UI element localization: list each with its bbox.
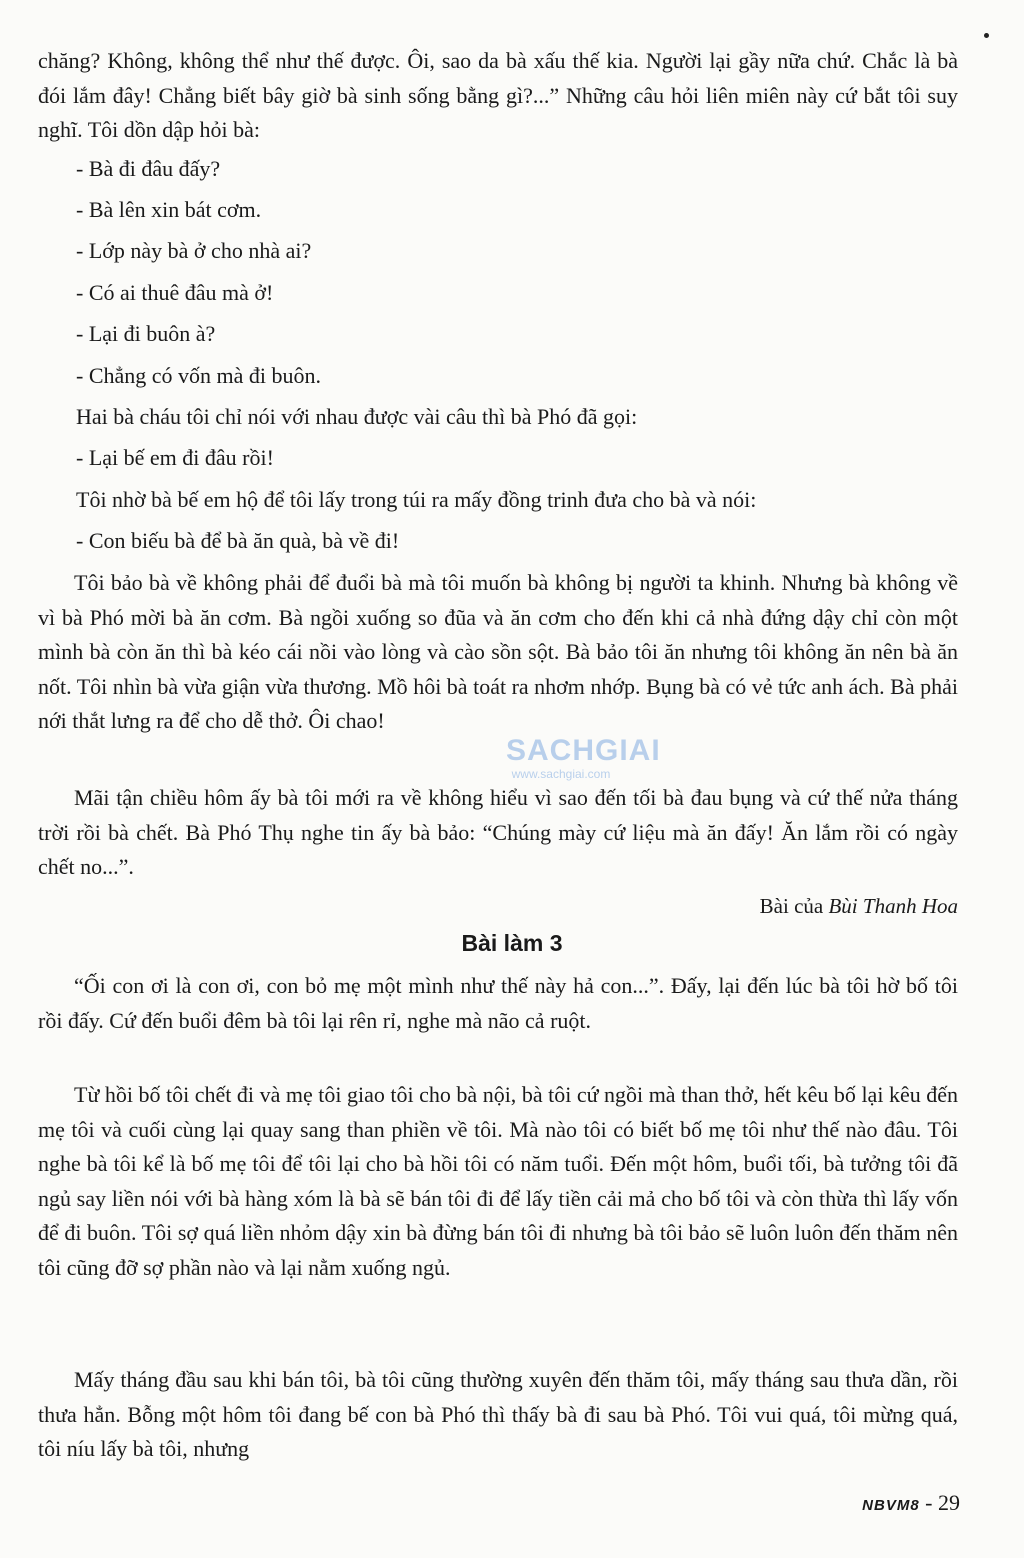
- watermark-logo: [506, 734, 661, 781]
- page-number: 29: [938, 1490, 960, 1515]
- top-paragraph: chăng? Không, không thể như thế được. Ôi, sao da bà xấu thế kia. Người lại gầy nữa chứ. Chắc là bà đói lắm đây! Chẳng biết bây giờ bà sinh sống bằng gì?...” Những câu hỏi liên miên này cứ bắt tôi suy nghĩ. Tôi dồn dập hỏi bà:: [38, 48, 958, 142]
- section-heading: Bài làm 3: [461, 930, 563, 956]
- dialogue-line: - Lại đi buôn à?: [76, 321, 216, 346]
- author-credit: [760, 889, 958, 923]
- page-footer: [862, 1488, 960, 1521]
- body-paragraph: Tôi bảo bà về không phải để đuổi bà mà tôi muốn bà không bị người ta khinh. Nhưng bà không về vì bà Phó mời bà ăn cơm. Bà ngồi xuống so đũa và ăn cơm cho đến khi cả nhà đứng dậy chỉ còn một mình bà còn ăn thì bà kéo cái nồi vào lòng và cào sồn sột. Bà bảo tôi ăn nhưng tôi không ăn nên bà ăn nốt. Tôi nhìn bà vừa giận vừa thương. Mồ hôi bà toát ra nhơm nhớp. Bụng bà có vẻ tức anh ách. Bà phải nới thắt lưng ra để cho dễ thở. Ôi chao!: [38, 570, 958, 733]
- watermark-site: www.sachgiai.com: [511, 767, 611, 781]
- narration-line: Hai bà cháu tôi chỉ nói với nhau được vài câu thì bà Phó đã gọi:: [76, 404, 638, 429]
- dialogue-line: - Bà đi đâu đấy?: [76, 156, 221, 181]
- credit-author: Bùi Thanh Hoa: [828, 894, 958, 918]
- book-code: NBVM8: [862, 1497, 920, 1514]
- narration-line: Tôi nhờ bà bế em hộ để tôi lấy trong túi ra mấy đồng trinh đưa cho bà và nói:: [76, 487, 757, 512]
- dialogue-line: - Lớp này bà ở cho nhà ai?: [76, 238, 312, 263]
- dialogue-line: - Bà lên xin bát cơm.: [76, 197, 262, 222]
- body-paragraph: “Ối con ơi là con ơi, con bỏ mẹ một mình như thế này hả con...”. Đấy, lại đến lúc bà tôi hờ bố tôi rồi đấy. Cứ đến buổi đêm bà tôi lại rên rỉ, nghe mà não cả ruột.: [38, 973, 958, 1033]
- body-paragraph: Mãi tận chiều hôm ấy bà tôi mới ra về không hiểu vì sao đến tối bà đau bụng và cứ thế nửa tháng trời rồi bà chết. Bà Phó Thụ nghe tin ấy bà bảo: “Chúng mày cứ liệu mà ăn đấy! Ăn lắm rồi có ngày chết no...”.: [38, 785, 958, 879]
- dialogue-line: - Lại bế em đi đâu rồi!: [76, 445, 274, 470]
- credit-prefix: Bài của: [759, 894, 824, 918]
- dialogue-line: - Chẳng có vốn mà đi buôn.: [76, 363, 322, 388]
- scan-speck: [984, 33, 989, 38]
- footer-separator: -: [919, 1490, 938, 1515]
- dialogue-line: - Con biếu bà để bà ăn quà, bà về đi!: [76, 528, 400, 553]
- body-paragraph: Từ hồi bố tôi chết đi và mẹ tôi giao tôi cho bà nội, bà tôi cứ ngồi mà than thở, hết kêu bố lại kêu đến mẹ tôi và cuối cùng lại quay sang than phiền về tôi. Mà nào tôi có biết bố mẹ tôi như thế nào đâu. Tôi nghe bà tôi kể là bố mẹ tôi để tôi lại cho bà hồi tôi có năm tuổi. Đến một hôm, buổi tối, bà tưởng tôi đã ngủ say liền nói với bà hàng xóm là bà sẽ bán tôi đi để lấy tiền cải mả cho bố tôi và còn thừa thì lấy vốn để đi buôn. Tôi sợ quá liền nhỏm dậy xin bà đừng bán tôi đi nhưng bà tôi bảo sẽ luôn luôn đến thăm nên tôi cũng đỡ sợ phần nào và lại nằm xuống ngủ.: [38, 1082, 958, 1280]
- body-paragraph: Mấy tháng đầu sau khi bán tôi, bà tôi cũng thường xuyên đến thăm tôi, mấy tháng sau thưa dần, rồi thưa hẳn. Bỗng một hôm tôi đang bế con bà Phó thì thấy bà đi sau bà Phó. Tôi vui quá, tôi mừng quá, tôi níu lấy bà tôi, nhưng: [38, 1367, 958, 1461]
- watermark-brand: SACHGIAI: [506, 734, 661, 767]
- dialogue-line: - Có ai thuê đâu mà ở!: [76, 280, 274, 305]
